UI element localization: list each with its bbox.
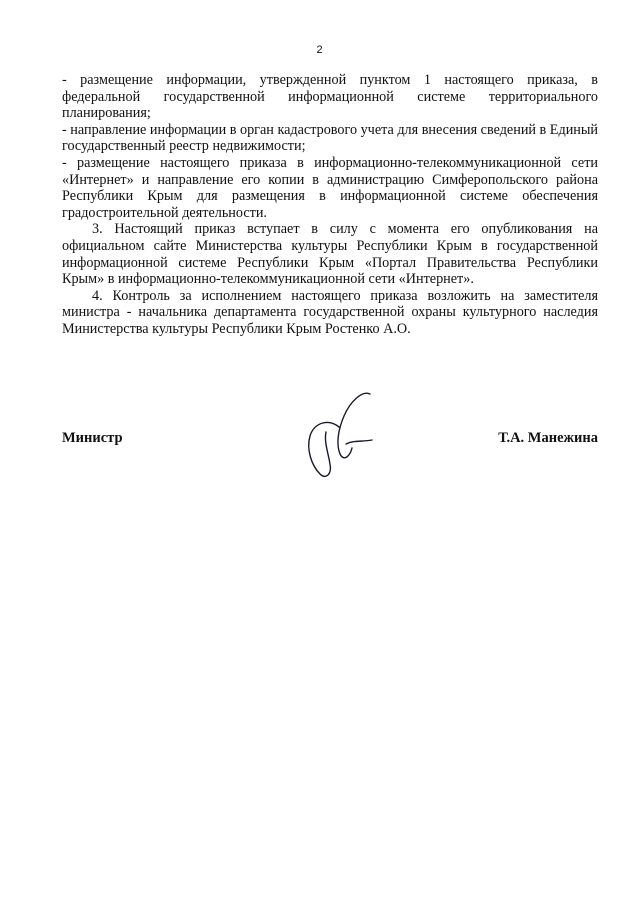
document-body bbox=[62, 72, 598, 338]
paragraph-4: 3. Настоящий приказ вступает в силу с момента его опубликования на официальном сайте Министерства культуры Республики Крым в государственной информационной системе Республики Крым «Портал Правительства Республики Крым» в информационно-телекоммуникационной сети «Интернет». bbox=[62, 221, 598, 288]
paragraph-1: - размещение информации, утвержденной пунктом 1 настоящего приказа, в федеральной государственной информационной системе территориального планирования; bbox=[62, 72, 598, 122]
paragraph-3: - размещение настоящего приказа в информационно-телекоммуникационной сети «Интернет» и направление его копии в администрацию Симферопольского района Республики Крым для размещения в информационной системе обеспечения градостроительной деятельности. bbox=[62, 154, 598, 221]
paragraph-2: - направление информации в орган кадастрового учета для внесения сведений в Единый государственный реестр недвижимости; bbox=[62, 121, 598, 155]
paragraph-5: 4. Контроль за исполнением настоящего приказа возложить на заместителя министра - начальника департамента государственной охраны культурного наследия Министерства культуры Республики Крым Ростенко А.О. bbox=[62, 287, 598, 337]
handwritten-signature bbox=[300, 388, 380, 483]
page-number: 2 bbox=[316, 44, 323, 56]
signatory-name: Т.А. Манежина bbox=[498, 430, 598, 446]
signatory-title: Министр bbox=[62, 430, 123, 446]
